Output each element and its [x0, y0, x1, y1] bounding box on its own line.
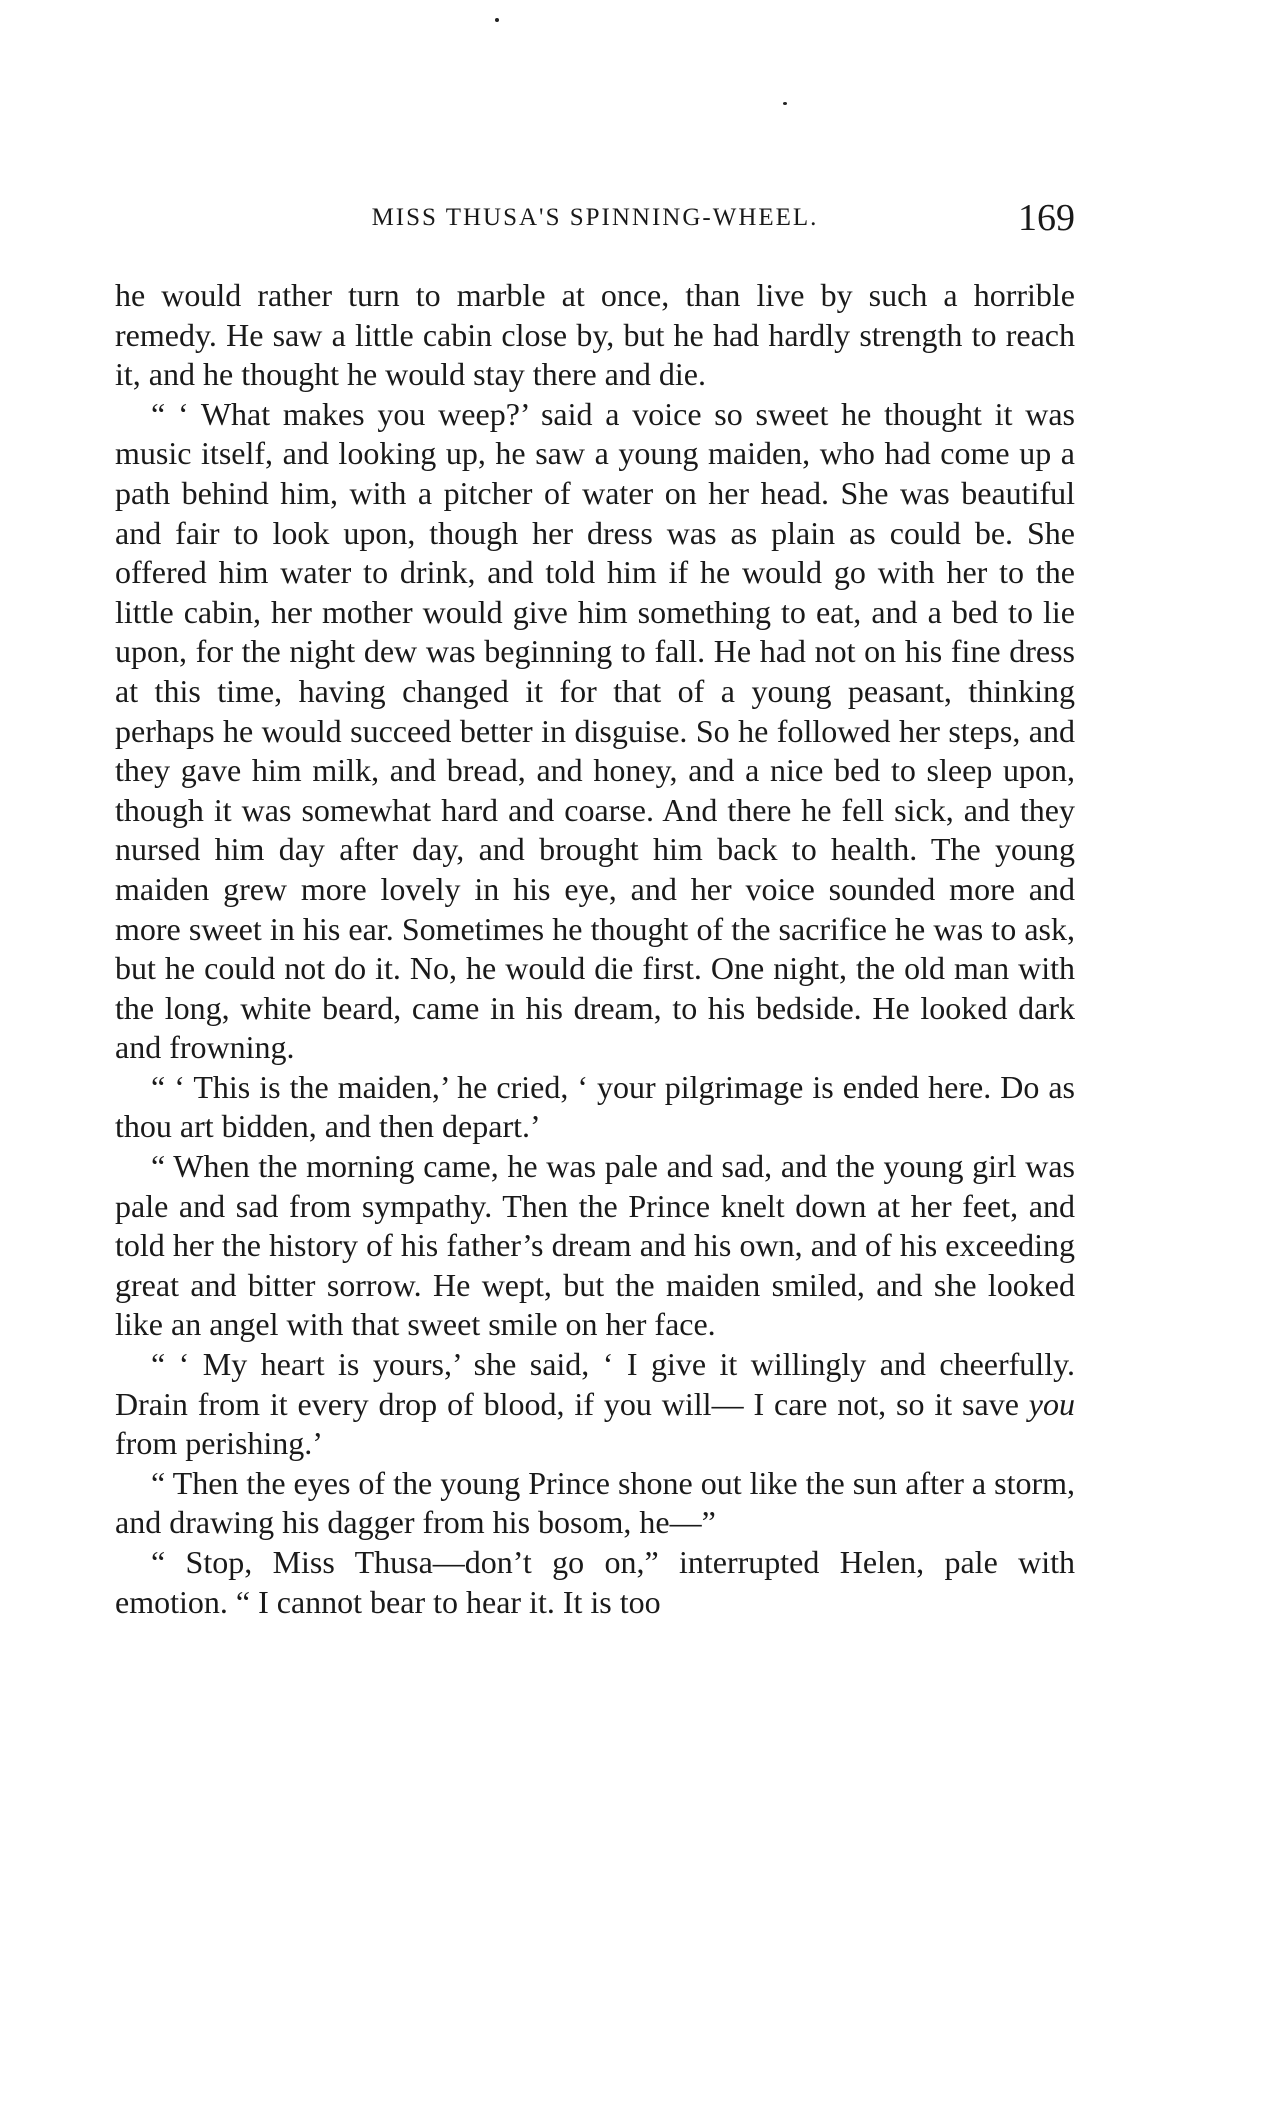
paragraph: “ Then the eyes of the young Prince shone out like the sun after a storm, and drawing his dagger from his bosom, he—”: [115, 1464, 1075, 1541]
print-speck: [783, 102, 787, 105]
emphasis: you: [1028, 1385, 1075, 1422]
body-text: [115, 276, 1075, 1622]
paragraph: “ Stop, Miss Thusa—don’t go on,” interrupted Helen, pale with emotion. “ I cannot bear to hear it. It is too: [115, 1544, 1075, 1620]
paragraph: “ ‘ What makes you weep?’ said a voice so sweet he thought it was music itself, and looking up, he saw a young maiden, who had come up a path behind him, with a pitcher of water on her head. She was beautiful and fair to look upon, though her dress was as plain as could be. She offered him water to drink, and told him if he would go with her to the little cabin, her mother would give him something to eat, and a bed to lie upon, for the night dew was beginning to fall. He had not on his fine dress at this time, having changed it for that of a young peasant, thinking perhaps he would succeed better in disguise. So he followed her steps, and they gave him milk, and bread, and honey, and a nice bed to sleep upon, though it was somewhat hard and coarse. And there he fell sick, and they nursed him day after day, and brought him back to health. The young maiden grew more lovely in his eye, and her voice sounded more and more sweet in his ear. Sometimes he thought of the sacrifice he was to ask, but he could not do it. No, he would die first. One night, the old man with the long, white beard, came in his dream, to his bedside. He looked dark and frowning.: [115, 395, 1075, 1066]
paragraph: “ ‘ My heart is yours,’ she said, ‘ I give it willingly and cheerfully. Drain from it every drop of blood, if you will— I care not, so it save you from perishing.’: [115, 1346, 1075, 1462]
paragraph: “ When the morning came, he was pale and sad, and the young girl was pale and sad from sympathy. Then the Prince knelt down at her feet, and told her the history of his father’s dream and his own, and of his exceeding great and bitter sorrow. He wept, but the maiden smiled, and she looked like an angel with that sweet smile on her face.: [115, 1148, 1075, 1343]
running-title: MISS THUSA'S SPINNING-WHEEL.: [371, 204, 819, 231]
paragraph: he would rather turn to marble at once, than live by such a horrible remedy. He saw a little cabin close by, but he had hardly strength to reach it, and he thought he would stay there and die.: [115, 277, 1075, 393]
paragraph: “ ‘ This is the maiden,’ he cried, ‘ your pilgrimage is ended here. Do as thou art bidden, and then depart.’: [115, 1068, 1075, 1145]
print-speck: [495, 18, 499, 22]
running-head: [115, 196, 1075, 246]
page-number: 169: [1018, 197, 1075, 239]
